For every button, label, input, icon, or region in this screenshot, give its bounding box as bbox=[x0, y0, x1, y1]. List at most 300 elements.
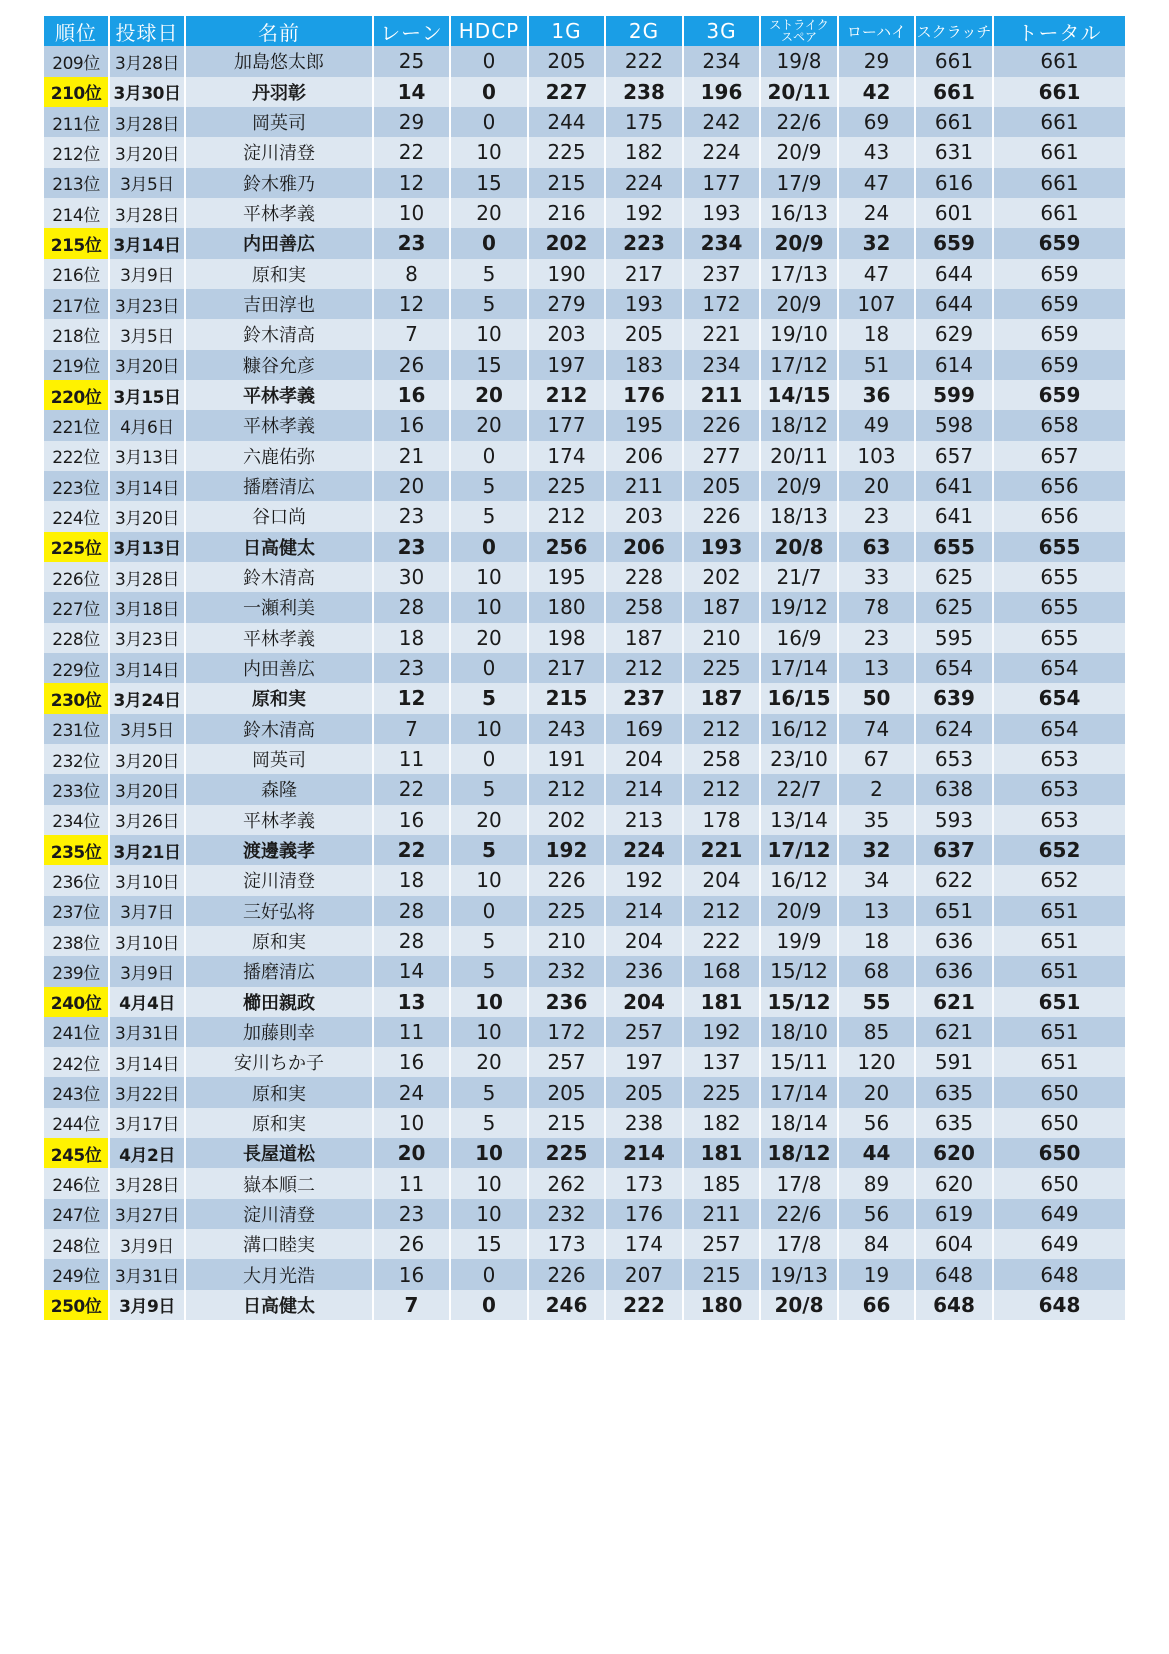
lane-cell: 25 bbox=[374, 46, 451, 76]
low-high-cell: 23 bbox=[839, 623, 916, 653]
total-cell: 654 bbox=[994, 714, 1125, 744]
strike-spare-cell: 20/9 bbox=[761, 471, 839, 501]
game3-cell: 221 bbox=[684, 319, 761, 349]
game1-cell: 198 bbox=[529, 623, 606, 653]
header-hdcp: HDCP bbox=[451, 16, 529, 46]
lane-cell: 22 bbox=[374, 137, 451, 167]
hdcp-cell: 20 bbox=[451, 380, 529, 410]
game3-cell: 212 bbox=[684, 896, 761, 926]
hdcp-cell: 15 bbox=[451, 350, 529, 380]
strike-spare-cell: 22/6 bbox=[761, 107, 839, 137]
table-row bbox=[44, 1229, 1125, 1259]
lane-cell: 12 bbox=[374, 683, 451, 713]
hdcp-cell: 10 bbox=[451, 987, 529, 1017]
date-cell: 3月21日 bbox=[110, 835, 186, 865]
rank-cell: 234位 bbox=[44, 805, 110, 835]
game3-cell: 137 bbox=[684, 1047, 761, 1077]
low-high-cell: 56 bbox=[839, 1108, 916, 1138]
strike-spare-cell: 15/12 bbox=[761, 987, 839, 1017]
date-cell: 4月6日 bbox=[110, 410, 186, 440]
total-cell: 656 bbox=[994, 501, 1125, 531]
total-cell: 648 bbox=[994, 1259, 1125, 1289]
lane-cell: 16 bbox=[374, 380, 451, 410]
game3-cell: 187 bbox=[684, 592, 761, 622]
name-cell: 平林孝義 bbox=[186, 805, 374, 835]
game2-cell: 214 bbox=[606, 1138, 684, 1168]
date-cell: 3月23日 bbox=[110, 623, 186, 653]
hdcp-cell: 10 bbox=[451, 1138, 529, 1168]
game2-cell: 204 bbox=[606, 926, 684, 956]
strike-spare-cell: 17/8 bbox=[761, 1229, 839, 1259]
rank-cell: 209位 bbox=[44, 46, 110, 76]
game3-cell: 258 bbox=[684, 744, 761, 774]
hdcp-cell: 10 bbox=[451, 865, 529, 895]
game2-cell: 224 bbox=[606, 835, 684, 865]
date-cell: 3月20日 bbox=[110, 774, 186, 804]
date-cell: 3月14日 bbox=[110, 228, 186, 258]
name-cell: 原和実 bbox=[186, 1077, 374, 1107]
total-cell: 655 bbox=[994, 623, 1125, 653]
hdcp-cell: 10 bbox=[451, 1017, 529, 1047]
lane-cell: 10 bbox=[374, 1108, 451, 1138]
total-cell: 661 bbox=[994, 137, 1125, 167]
low-high-cell: 13 bbox=[839, 896, 916, 926]
scratch-cell: 644 bbox=[916, 259, 994, 289]
hdcp-cell: 0 bbox=[451, 896, 529, 926]
game1-cell: 212 bbox=[529, 774, 606, 804]
total-cell: 661 bbox=[994, 77, 1125, 107]
rank-cell: 219位 bbox=[44, 350, 110, 380]
game2-cell: 204 bbox=[606, 744, 684, 774]
lane-cell: 16 bbox=[374, 805, 451, 835]
game2-cell: 182 bbox=[606, 137, 684, 167]
game1-cell: 215 bbox=[529, 168, 606, 198]
name-cell: 溝口睦実 bbox=[186, 1229, 374, 1259]
game2-cell: 238 bbox=[606, 1108, 684, 1138]
rank-cell: 232位 bbox=[44, 744, 110, 774]
game1-cell: 215 bbox=[529, 1108, 606, 1138]
game3-cell: 181 bbox=[684, 1138, 761, 1168]
total-cell: 659 bbox=[994, 380, 1125, 410]
low-high-cell: 103 bbox=[839, 441, 916, 471]
low-high-cell: 68 bbox=[839, 956, 916, 986]
rank-cell: 225位 bbox=[44, 532, 110, 562]
game3-cell: 211 bbox=[684, 1199, 761, 1229]
low-high-cell: 49 bbox=[839, 410, 916, 440]
date-cell: 3月24日 bbox=[110, 683, 186, 713]
game2-cell: 237 bbox=[606, 683, 684, 713]
game1-cell: 205 bbox=[529, 1077, 606, 1107]
name-cell: 三好弘将 bbox=[186, 896, 374, 926]
table-row bbox=[44, 1259, 1125, 1289]
hdcp-cell: 0 bbox=[451, 228, 529, 258]
scratch-cell: 614 bbox=[916, 350, 994, 380]
scratch-cell: 622 bbox=[916, 865, 994, 895]
total-cell: 659 bbox=[994, 228, 1125, 258]
rank-cell: 242位 bbox=[44, 1047, 110, 1077]
lane-cell: 12 bbox=[374, 289, 451, 319]
game2-cell: 213 bbox=[606, 805, 684, 835]
lane-cell: 18 bbox=[374, 623, 451, 653]
strike-spare-cell: 20/8 bbox=[761, 1290, 839, 1320]
date-cell: 3月28日 bbox=[110, 107, 186, 137]
game2-cell: 257 bbox=[606, 1017, 684, 1047]
name-cell: 渡邊義孝 bbox=[186, 835, 374, 865]
date-cell: 3月22日 bbox=[110, 1077, 186, 1107]
strike-spare-cell: 14/15 bbox=[761, 380, 839, 410]
scratch-cell: 661 bbox=[916, 77, 994, 107]
table-row bbox=[44, 1199, 1125, 1229]
hdcp-cell: 10 bbox=[451, 1168, 529, 1198]
table-row bbox=[44, 77, 1125, 107]
game3-cell: 211 bbox=[684, 380, 761, 410]
scratch-cell: 598 bbox=[916, 410, 994, 440]
header-lane: レーン bbox=[374, 16, 451, 46]
game3-cell: 234 bbox=[684, 228, 761, 258]
low-high-cell: 42 bbox=[839, 77, 916, 107]
ranking-table bbox=[44, 16, 1125, 1320]
game3-cell: 202 bbox=[684, 562, 761, 592]
strike-spare-cell: 17/12 bbox=[761, 835, 839, 865]
low-high-cell: 56 bbox=[839, 1199, 916, 1229]
lane-cell: 26 bbox=[374, 1229, 451, 1259]
game2-cell: 223 bbox=[606, 228, 684, 258]
name-cell: 原和実 bbox=[186, 683, 374, 713]
table-row bbox=[44, 1047, 1125, 1077]
game2-cell: 258 bbox=[606, 592, 684, 622]
table-row bbox=[44, 562, 1125, 592]
low-high-cell: 50 bbox=[839, 683, 916, 713]
table-row bbox=[44, 683, 1125, 713]
game1-cell: 203 bbox=[529, 319, 606, 349]
table-row bbox=[44, 835, 1125, 865]
low-high-cell: 20 bbox=[839, 471, 916, 501]
strike-spare-cell: 17/14 bbox=[761, 1077, 839, 1107]
total-cell: 658 bbox=[994, 410, 1125, 440]
hdcp-cell: 5 bbox=[451, 501, 529, 531]
total-cell: 661 bbox=[994, 198, 1125, 228]
scratch-cell: 619 bbox=[916, 1199, 994, 1229]
game2-cell: 204 bbox=[606, 987, 684, 1017]
game3-cell: 196 bbox=[684, 77, 761, 107]
table-row bbox=[44, 805, 1125, 835]
total-cell: 651 bbox=[994, 1017, 1125, 1047]
strike-spare-cell: 20/11 bbox=[761, 77, 839, 107]
game1-cell: 226 bbox=[529, 865, 606, 895]
hdcp-cell: 0 bbox=[451, 1259, 529, 1289]
lane-cell: 11 bbox=[374, 1017, 451, 1047]
game3-cell: 185 bbox=[684, 1168, 761, 1198]
rank-cell: 238位 bbox=[44, 926, 110, 956]
rank-cell: 240位 bbox=[44, 987, 110, 1017]
rank-cell: 212位 bbox=[44, 137, 110, 167]
name-cell: 安川ちか子 bbox=[186, 1047, 374, 1077]
game3-cell: 221 bbox=[684, 835, 761, 865]
total-cell: 661 bbox=[994, 46, 1125, 76]
date-cell: 3月20日 bbox=[110, 350, 186, 380]
strike-spare-cell: 22/6 bbox=[761, 1199, 839, 1229]
low-high-cell: 44 bbox=[839, 1138, 916, 1168]
name-cell: 森隆 bbox=[186, 774, 374, 804]
strike-spare-cell: 17/12 bbox=[761, 350, 839, 380]
table-row bbox=[44, 744, 1125, 774]
strike-spare-cell: 17/14 bbox=[761, 653, 839, 683]
game2-cell: 217 bbox=[606, 259, 684, 289]
game1-cell: 173 bbox=[529, 1229, 606, 1259]
strike-spare-cell: 15/12 bbox=[761, 956, 839, 986]
scratch-cell: 659 bbox=[916, 228, 994, 258]
name-cell: 鈴木清高 bbox=[186, 714, 374, 744]
scratch-cell: 641 bbox=[916, 471, 994, 501]
total-cell: 652 bbox=[994, 865, 1125, 895]
name-cell: 原和実 bbox=[186, 259, 374, 289]
game3-cell: 177 bbox=[684, 168, 761, 198]
game2-cell: 205 bbox=[606, 319, 684, 349]
game2-cell: 187 bbox=[606, 623, 684, 653]
game3-cell: 181 bbox=[684, 987, 761, 1017]
name-cell: 長屋道松 bbox=[186, 1138, 374, 1168]
scratch-cell: 639 bbox=[916, 683, 994, 713]
date-cell: 3月30日 bbox=[110, 77, 186, 107]
scratch-cell: 648 bbox=[916, 1290, 994, 1320]
lane-cell: 18 bbox=[374, 865, 451, 895]
date-cell: 3月26日 bbox=[110, 805, 186, 835]
date-cell: 3月5日 bbox=[110, 168, 186, 198]
low-high-cell: 29 bbox=[839, 46, 916, 76]
table-row bbox=[44, 623, 1125, 653]
name-cell: 淀川清登 bbox=[186, 1199, 374, 1229]
name-cell: 谷口尚 bbox=[186, 501, 374, 531]
scratch-cell: 638 bbox=[916, 774, 994, 804]
total-cell: 661 bbox=[994, 168, 1125, 198]
name-cell: 淀川清登 bbox=[186, 137, 374, 167]
date-cell: 3月28日 bbox=[110, 1168, 186, 1198]
name-cell: 加島悠太郎 bbox=[186, 46, 374, 76]
header-low-high: ローハイ bbox=[839, 16, 916, 46]
name-cell: 淀川清登 bbox=[186, 865, 374, 895]
rank-cell: 249位 bbox=[44, 1259, 110, 1289]
strike-spare-cell: 19/8 bbox=[761, 46, 839, 76]
hdcp-cell: 5 bbox=[451, 471, 529, 501]
total-cell: 653 bbox=[994, 744, 1125, 774]
game1-cell: 256 bbox=[529, 532, 606, 562]
total-cell: 661 bbox=[994, 107, 1125, 137]
game1-cell: 217 bbox=[529, 653, 606, 683]
header-row bbox=[44, 16, 1125, 46]
hdcp-cell: 5 bbox=[451, 683, 529, 713]
rank-cell: 217位 bbox=[44, 289, 110, 319]
game3-cell: 193 bbox=[684, 532, 761, 562]
game1-cell: 225 bbox=[529, 137, 606, 167]
total-cell: 649 bbox=[994, 1199, 1125, 1229]
low-high-cell: 32 bbox=[839, 228, 916, 258]
table-row bbox=[44, 289, 1125, 319]
table-row bbox=[44, 168, 1125, 198]
game1-cell: 172 bbox=[529, 1017, 606, 1047]
name-cell: 鈴木清高 bbox=[186, 562, 374, 592]
game1-cell: 232 bbox=[529, 1199, 606, 1229]
date-cell: 3月10日 bbox=[110, 865, 186, 895]
game2-cell: 175 bbox=[606, 107, 684, 137]
table-row bbox=[44, 956, 1125, 986]
strike-spare-cell: 18/13 bbox=[761, 501, 839, 531]
low-high-cell: 47 bbox=[839, 259, 916, 289]
scratch-cell: 625 bbox=[916, 592, 994, 622]
hdcp-cell: 5 bbox=[451, 926, 529, 956]
game2-cell: 212 bbox=[606, 653, 684, 683]
table-row bbox=[44, 198, 1125, 228]
scratch-cell: 635 bbox=[916, 1077, 994, 1107]
low-high-cell: 85 bbox=[839, 1017, 916, 1047]
strike-spare-cell: 16/15 bbox=[761, 683, 839, 713]
lane-cell: 23 bbox=[374, 228, 451, 258]
game2-cell: 173 bbox=[606, 1168, 684, 1198]
game2-cell: 176 bbox=[606, 380, 684, 410]
table-header bbox=[44, 16, 1125, 46]
game1-cell: 191 bbox=[529, 744, 606, 774]
table-row bbox=[44, 319, 1125, 349]
lane-cell: 23 bbox=[374, 532, 451, 562]
table-row bbox=[44, 653, 1125, 683]
game1-cell: 215 bbox=[529, 683, 606, 713]
table-row bbox=[44, 1077, 1125, 1107]
date-cell: 3月31日 bbox=[110, 1017, 186, 1047]
date-cell: 3月28日 bbox=[110, 562, 186, 592]
strike-spare-cell: 19/13 bbox=[761, 1259, 839, 1289]
game3-cell: 234 bbox=[684, 350, 761, 380]
game2-cell: 206 bbox=[606, 441, 684, 471]
header-strike-spare: ストライク スペア bbox=[761, 16, 839, 46]
date-cell: 3月18日 bbox=[110, 592, 186, 622]
date-cell: 3月10日 bbox=[110, 926, 186, 956]
strike-spare-cell: 20/9 bbox=[761, 137, 839, 167]
scratch-cell: 654 bbox=[916, 653, 994, 683]
game2-cell: 211 bbox=[606, 471, 684, 501]
rank-cell: 222位 bbox=[44, 441, 110, 471]
lane-cell: 10 bbox=[374, 198, 451, 228]
hdcp-cell: 5 bbox=[451, 1077, 529, 1107]
game2-cell: 192 bbox=[606, 865, 684, 895]
hdcp-cell: 5 bbox=[451, 1108, 529, 1138]
total-cell: 653 bbox=[994, 774, 1125, 804]
game2-cell: 174 bbox=[606, 1229, 684, 1259]
rank-cell: 245位 bbox=[44, 1138, 110, 1168]
game1-cell: 225 bbox=[529, 896, 606, 926]
total-cell: 659 bbox=[994, 289, 1125, 319]
name-cell: 丹羽彰 bbox=[186, 77, 374, 107]
rank-cell: 223位 bbox=[44, 471, 110, 501]
lane-cell: 11 bbox=[374, 744, 451, 774]
hdcp-cell: 20 bbox=[451, 198, 529, 228]
name-cell: 播磨清広 bbox=[186, 471, 374, 501]
total-cell: 651 bbox=[994, 1047, 1125, 1077]
game2-cell: 197 bbox=[606, 1047, 684, 1077]
game2-cell: 222 bbox=[606, 46, 684, 76]
table-row bbox=[44, 987, 1125, 1017]
rank-cell: 216位 bbox=[44, 259, 110, 289]
total-cell: 651 bbox=[994, 987, 1125, 1017]
rank-cell: 231位 bbox=[44, 714, 110, 744]
game2-cell: 236 bbox=[606, 956, 684, 986]
table-row bbox=[44, 1168, 1125, 1198]
game2-cell: 206 bbox=[606, 532, 684, 562]
name-cell: 内田善広 bbox=[186, 653, 374, 683]
hdcp-cell: 0 bbox=[451, 653, 529, 683]
low-high-cell: 32 bbox=[839, 835, 916, 865]
scratch-cell: 620 bbox=[916, 1168, 994, 1198]
game1-cell: 174 bbox=[529, 441, 606, 471]
low-high-cell: 18 bbox=[839, 319, 916, 349]
table-row bbox=[44, 471, 1125, 501]
game3-cell: 257 bbox=[684, 1229, 761, 1259]
strike-spare-cell: 16/12 bbox=[761, 865, 839, 895]
game1-cell: 180 bbox=[529, 592, 606, 622]
strike-spare-cell: 16/12 bbox=[761, 714, 839, 744]
rank-cell: 246位 bbox=[44, 1168, 110, 1198]
hdcp-cell: 5 bbox=[451, 289, 529, 319]
header-total: トータル bbox=[994, 16, 1125, 46]
game1-cell: 190 bbox=[529, 259, 606, 289]
table-row bbox=[44, 228, 1125, 258]
total-cell: 655 bbox=[994, 532, 1125, 562]
game3-cell: 225 bbox=[684, 1077, 761, 1107]
game3-cell: 226 bbox=[684, 410, 761, 440]
date-cell: 3月15日 bbox=[110, 380, 186, 410]
low-high-cell: 35 bbox=[839, 805, 916, 835]
rank-cell: 221位 bbox=[44, 410, 110, 440]
table-row bbox=[44, 501, 1125, 531]
lane-cell: 24 bbox=[374, 1077, 451, 1107]
rank-cell: 244位 bbox=[44, 1108, 110, 1138]
rank-cell: 237位 bbox=[44, 896, 110, 926]
low-high-cell: 36 bbox=[839, 380, 916, 410]
hdcp-cell: 10 bbox=[451, 1199, 529, 1229]
strike-spare-cell: 20/8 bbox=[761, 532, 839, 562]
strike-spare-cell: 17/13 bbox=[761, 259, 839, 289]
low-high-cell: 66 bbox=[839, 1290, 916, 1320]
low-high-cell: 63 bbox=[839, 532, 916, 562]
date-cell: 3月5日 bbox=[110, 714, 186, 744]
low-high-cell: 84 bbox=[839, 1229, 916, 1259]
game2-cell: 169 bbox=[606, 714, 684, 744]
table-row bbox=[44, 926, 1125, 956]
hdcp-cell: 5 bbox=[451, 835, 529, 865]
rank-cell: 220位 bbox=[44, 380, 110, 410]
date-cell: 3月13日 bbox=[110, 441, 186, 471]
game1-cell: 210 bbox=[529, 926, 606, 956]
rank-cell: 250位 bbox=[44, 1290, 110, 1320]
strike-spare-cell: 19/10 bbox=[761, 319, 839, 349]
scratch-cell: 601 bbox=[916, 198, 994, 228]
total-cell: 659 bbox=[994, 319, 1125, 349]
date-cell: 3月14日 bbox=[110, 1047, 186, 1077]
game3-cell: 224 bbox=[684, 137, 761, 167]
lane-cell: 20 bbox=[374, 471, 451, 501]
game1-cell: 244 bbox=[529, 107, 606, 137]
header-scratch: スクラッチ bbox=[916, 16, 994, 46]
game1-cell: 192 bbox=[529, 835, 606, 865]
date-cell: 3月20日 bbox=[110, 501, 186, 531]
low-high-cell: 34 bbox=[839, 865, 916, 895]
hdcp-cell: 15 bbox=[451, 168, 529, 198]
date-cell: 3月9日 bbox=[110, 1290, 186, 1320]
game1-cell: 236 bbox=[529, 987, 606, 1017]
name-cell: 平林孝義 bbox=[186, 623, 374, 653]
date-cell: 3月14日 bbox=[110, 471, 186, 501]
date-cell: 4月2日 bbox=[110, 1138, 186, 1168]
game3-cell: 242 bbox=[684, 107, 761, 137]
date-cell: 3月23日 bbox=[110, 289, 186, 319]
